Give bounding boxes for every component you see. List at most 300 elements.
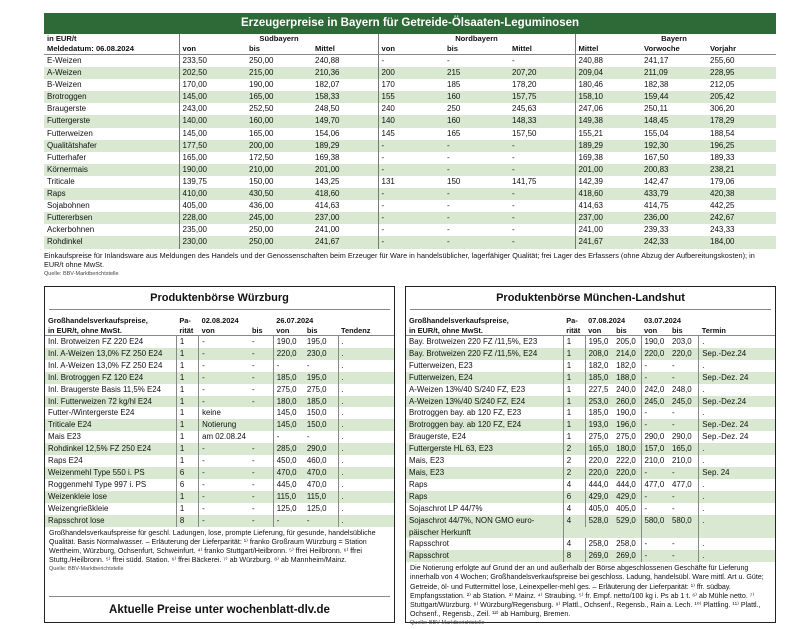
- table-cell: 155: [378, 91, 444, 103]
- table-cell: 154,06: [315, 128, 340, 138]
- table-cell: 211,09: [641, 67, 707, 79]
- table-cell: 275,0: [306, 384, 327, 394]
- table-cell: 149,38: [575, 115, 641, 127]
- table-cell: 157,75: [509, 91, 575, 103]
- table-cell: 414,63: [575, 200, 641, 212]
- table-cell: 145,00: [179, 91, 246, 103]
- table-cell: 182,0: [585, 360, 613, 372]
- table-cell: 196,25: [707, 140, 776, 152]
- table-cell: 1: [176, 336, 198, 348]
- table-cell: 4: [563, 538, 585, 550]
- table-row: [406, 348, 775, 360]
- col-header: bis: [444, 44, 509, 55]
- table-cell: 165,0: [585, 443, 613, 455]
- table-cell: 2: [563, 467, 585, 479]
- table-cell: 245,00: [246, 212, 312, 224]
- table-row: [44, 200, 776, 212]
- table-cell: 182,07: [315, 80, 340, 90]
- table-cell: -: [512, 225, 515, 235]
- table-cell: 200,83: [641, 164, 707, 176]
- erzeugerpreise-table: [44, 34, 776, 249]
- table-cell: 157,50: [512, 128, 537, 138]
- table-cell: 245,63: [512, 104, 537, 114]
- table-cell: -: [512, 152, 515, 162]
- muenchen-date1: 07.08.2024: [588, 316, 626, 325]
- table-cell: 405,00: [179, 200, 246, 212]
- table-cell: Weizenmehl Type 550 i. PS: [45, 467, 176, 479]
- table-cell: 8: [563, 550, 585, 562]
- table-row: [45, 455, 394, 467]
- table-cell: -: [251, 384, 255, 394]
- table-cell: 250,00: [246, 236, 312, 248]
- table-cell: Rohdinkel 12,5% FZ 250 E24: [45, 443, 176, 455]
- table-cell: .: [699, 503, 775, 515]
- table-cell: A-Weizen: [44, 67, 179, 79]
- table-cell: -: [199, 503, 249, 515]
- table-cell: -: [251, 456, 255, 466]
- table-cell: 436,00: [249, 201, 274, 211]
- table-cell: 477,0: [641, 479, 669, 491]
- table-cell: 1: [563, 372, 585, 384]
- table-row: [45, 515, 394, 527]
- table-cell: 180,0: [613, 443, 641, 455]
- table-cell: Rohdinkel: [44, 236, 179, 248]
- table-row: [44, 79, 776, 91]
- unit-label: in EUR/t: [47, 34, 77, 43]
- table-cell: 433,79: [641, 188, 707, 200]
- table-cell: 248,50: [315, 104, 340, 114]
- muenchen-head2: in EUR/t, ohne MwSt.: [406, 326, 563, 336]
- table-cell: -: [199, 479, 249, 491]
- table-cell: -: [509, 164, 575, 176]
- table-cell: 235,00: [179, 224, 246, 236]
- table-cell: Futterweizen: [47, 128, 93, 138]
- table-cell: 214,0: [613, 348, 641, 360]
- table-cell: [249, 431, 273, 443]
- table-cell: 200: [378, 67, 444, 79]
- table-cell: 247,06: [575, 103, 641, 115]
- table-cell: -: [199, 336, 249, 348]
- erzeugerpreise-title: Erzeugerpreise in Bayern für Getreide-Ölsaaten-Leguminosen: [44, 13, 776, 34]
- table-row: [44, 236, 776, 248]
- table-row: [406, 515, 775, 527]
- table-cell: 242,33: [641, 236, 707, 248]
- table-cell: Sep.-Dez. 24: [699, 372, 775, 384]
- table-cell: Inl. A-Weizen 13,0% FZ 250 E24: [48, 360, 163, 370]
- table-row: [44, 103, 776, 115]
- table-cell: -: [378, 212, 444, 224]
- table-row: [406, 443, 775, 455]
- table-cell: 241,00: [575, 224, 641, 236]
- muenchen-date2: 03.07.2024: [644, 316, 681, 325]
- table-cell: 145,0: [273, 407, 304, 419]
- table-cell: 1: [563, 348, 585, 360]
- table-cell: 1: [176, 503, 198, 515]
- table-cell: 143,25: [315, 176, 340, 186]
- table-cell: Sep.-Dez. 24: [699, 431, 775, 443]
- table-row: [406, 479, 775, 491]
- table-cell: 580,0: [669, 515, 699, 527]
- table-cell: 140: [378, 115, 444, 127]
- table-cell: 190,00: [249, 80, 274, 90]
- table-cell: 188,0: [613, 372, 641, 384]
- table-cell: 1: [176, 407, 198, 419]
- table-cell: .: [699, 360, 775, 372]
- table-cell: Brotroggen bay. ab 120 FZ, E24: [406, 419, 563, 431]
- table-cell: .: [338, 336, 394, 348]
- table-row: [44, 164, 776, 176]
- table-cell: 185,0: [273, 372, 304, 384]
- col-header: von: [179, 44, 246, 55]
- table-cell: 158,10: [575, 91, 641, 103]
- meldedatum: Meldedatum: 06.08.2024: [44, 44, 179, 55]
- table-cell: -: [249, 515, 273, 527]
- table-cell: 470,0: [306, 479, 327, 489]
- table-cell: Rapsschrot lose: [45, 515, 176, 527]
- table-cell: 290,0: [669, 431, 699, 443]
- table-cell: 189,29: [575, 140, 641, 152]
- table-row: [45, 372, 394, 384]
- table-cell: 179,06: [710, 176, 735, 186]
- wuerzburg-head1: Großhandelsverkaufspreise,: [48, 316, 148, 325]
- table-cell: .: [338, 467, 394, 479]
- table-cell: Sep. 24: [699, 467, 775, 479]
- table-cell: 210,00: [246, 164, 312, 176]
- muenchen-table: [406, 316, 775, 562]
- table-cell: 193,0: [585, 419, 613, 431]
- table-row: [406, 360, 775, 372]
- table-cell: 253,0: [585, 396, 613, 408]
- table-row: [406, 527, 775, 539]
- table-cell: -: [444, 140, 509, 152]
- wochenblatt-link[interactable]: Aktuelle Preise unter wochenblatt-dlv.de: [49, 596, 390, 617]
- table-cell: Mais, E23: [406, 455, 563, 467]
- table-cell: Braugerste: [47, 104, 87, 114]
- table-cell: 201,00: [575, 164, 641, 176]
- table-cell: Rapsschrot: [406, 538, 563, 550]
- table-cell: 215: [444, 67, 509, 79]
- table-cell: 1: [563, 396, 585, 408]
- table-cell: -: [641, 503, 669, 515]
- col-header: von: [199, 326, 249, 336]
- table-cell: 240: [378, 103, 444, 115]
- table-cell: Sep.-Dez.24: [699, 348, 775, 360]
- col-header: von: [641, 326, 669, 336]
- table-cell: 189,33: [710, 152, 735, 162]
- table-cell: 207,20: [509, 67, 575, 79]
- table-cell: -: [251, 479, 255, 489]
- table-cell: 141,75: [512, 176, 537, 186]
- table-cell: 139,75: [179, 176, 246, 188]
- table-cell: .: [338, 515, 394, 527]
- table-cell: 260,0: [613, 396, 641, 408]
- table-cell: 196,0: [613, 419, 641, 431]
- table-cell: Inl. Braugerste Basis 11,5% E24: [48, 384, 162, 394]
- table-row: [45, 491, 394, 503]
- col-header: bis: [304, 326, 338, 336]
- table-cell: -: [199, 455, 249, 467]
- table-cell: -: [509, 236, 575, 248]
- table-cell: Sojabohnen: [47, 201, 90, 211]
- table-cell: -: [251, 503, 255, 513]
- table-cell: -: [669, 372, 699, 384]
- table-cell: 125,0: [306, 503, 327, 513]
- table-cell: 190,0: [613, 407, 641, 419]
- table-cell: 209,04: [575, 67, 641, 79]
- table-cell: 8: [176, 515, 198, 527]
- table-cell: -: [273, 431, 304, 443]
- table-cell: 240,0: [613, 384, 641, 396]
- table-cell: 150: [447, 176, 461, 186]
- table-cell: 250,00: [249, 225, 274, 235]
- table-cell: 165,00: [179, 152, 246, 164]
- table-cell: 145,00: [179, 128, 246, 140]
- table-cell: 182,38: [644, 80, 669, 90]
- table-cell: 203,0: [669, 336, 699, 348]
- table-cell: -: [669, 503, 699, 515]
- table-cell: -: [641, 372, 669, 384]
- table-cell: Brotroggen bay. ab 120 FZ, E23: [406, 407, 563, 419]
- table-cell: Triticale E24: [45, 419, 176, 431]
- col-header: Vorwoche: [641, 44, 707, 55]
- table-cell: Mais E23: [48, 432, 81, 442]
- table-cell: 142,47: [644, 176, 669, 186]
- table-cell: 528,0: [585, 515, 613, 527]
- table-cell: B-Weizen: [47, 80, 82, 90]
- table-cell: .: [338, 348, 394, 360]
- table-cell: -: [447, 56, 450, 65]
- table-cell: 155,21: [575, 128, 641, 140]
- table-cell: -: [199, 372, 249, 384]
- muenchen-source: Quelle: BBV-Marktberichtstelle: [410, 620, 485, 627]
- table-cell: 201,00: [312, 164, 378, 176]
- table-cell: 220,0: [273, 348, 304, 360]
- col-header: bis: [246, 44, 312, 55]
- table-cell: 157,0: [641, 443, 669, 455]
- table-cell: 202,50: [179, 67, 246, 79]
- table-cell: keine: [199, 407, 249, 419]
- table-cell: -: [199, 443, 249, 455]
- table-cell: 220,0: [669, 348, 699, 360]
- table-cell: 169,38: [575, 152, 641, 164]
- table-cell: 2: [563, 455, 585, 467]
- col-header: von: [585, 326, 613, 336]
- table-cell: 169,38: [315, 152, 340, 162]
- table-cell: 149,70: [312, 115, 378, 127]
- table-cell: 245,0: [641, 396, 669, 408]
- table-cell: -: [251, 360, 255, 370]
- table-cell: 6: [563, 491, 585, 503]
- wuerzburg-date1: 02.08.2024: [201, 316, 239, 325]
- table-cell: 275,0: [273, 384, 304, 396]
- table-cell: 243,00: [179, 103, 246, 115]
- table-cell: 241,17: [644, 56, 669, 65]
- table-cell: 178,20: [512, 80, 537, 90]
- table-cell: 190,0: [273, 336, 304, 348]
- table-cell: -: [273, 360, 304, 372]
- table-cell: 195,0: [304, 372, 338, 384]
- group-bayern: Bayern: [661, 34, 687, 43]
- col-header: rität: [176, 326, 198, 336]
- table-cell: 450,0: [273, 455, 304, 467]
- table-cell: -: [447, 201, 450, 211]
- table-cell: 240,88: [315, 56, 340, 65]
- table-row: [45, 419, 394, 431]
- table-cell: -: [304, 515, 338, 527]
- table-cell: 445,0: [273, 479, 304, 491]
- table-cell: 1: [176, 431, 198, 443]
- table-cell: 222,0: [613, 455, 641, 467]
- table-cell: 442,25: [710, 201, 735, 211]
- table-cell: 269,0: [613, 550, 641, 562]
- table-cell: .: [338, 455, 394, 467]
- table-cell: Raps E24: [48, 456, 83, 466]
- table-cell: Futterweizen, E23: [406, 360, 563, 372]
- table-cell: 429,0: [585, 491, 613, 503]
- table-cell: 444,0: [585, 479, 613, 491]
- table-cell: 210,0: [641, 455, 669, 467]
- table-cell: 160,00: [246, 115, 312, 127]
- table-row: [406, 503, 775, 515]
- table-cell: 190,0: [641, 336, 669, 348]
- table-row: [406, 455, 775, 467]
- table-cell: 131: [378, 176, 444, 188]
- table-row: [45, 384, 394, 396]
- table-cell: -: [641, 491, 669, 503]
- table-cell: -: [199, 491, 249, 503]
- table-row: [406, 491, 775, 503]
- table-cell: Triticale: [47, 176, 75, 186]
- table-cell: -: [378, 200, 444, 212]
- table-cell: -: [378, 152, 444, 164]
- table-cell: 2: [563, 443, 585, 455]
- table-row: [45, 431, 394, 443]
- table-cell: 185: [447, 80, 461, 90]
- col-header: Tendenz: [338, 326, 394, 336]
- table-cell: -: [249, 396, 273, 408]
- erzeugerpreise-section: [44, 13, 776, 277]
- table-row: [44, 176, 776, 188]
- table-cell: 115,0: [273, 491, 304, 503]
- table-cell: -: [199, 384, 249, 396]
- table-cell: 1: [563, 419, 585, 431]
- table-cell: 4: [563, 479, 585, 491]
- table-cell: 230,00: [179, 236, 246, 248]
- table-cell: 115,0: [304, 491, 338, 503]
- table-cell: 290,0: [304, 443, 338, 455]
- table-cell: E-Weizen: [47, 56, 82, 65]
- table-cell: 200,00: [246, 140, 312, 152]
- table-cell: .: [699, 384, 775, 396]
- table-cell: -: [306, 432, 310, 442]
- table-row: [406, 372, 775, 384]
- table-cell: Weizengrießkleie: [48, 503, 109, 513]
- table-row: [45, 396, 394, 408]
- table-cell: 275,0: [585, 431, 613, 443]
- table-cell: 1: [563, 336, 585, 348]
- table-cell: Sojaschrot 44/7%, NON GMO euro-: [406, 515, 563, 527]
- table-cell: 240,88: [575, 55, 641, 68]
- table-cell: Brotroggen: [44, 91, 179, 103]
- table-cell: Rapsschrot: [406, 550, 563, 562]
- table-cell: 580,0: [641, 515, 669, 527]
- table-cell: 405,0: [613, 503, 641, 515]
- table-row: [45, 407, 394, 419]
- col-header: von: [378, 44, 444, 55]
- table-cell: 248,0: [669, 384, 699, 396]
- table-cell: Inl. Brotweizen FZ 220 E24: [48, 337, 144, 346]
- table-cell: 178,29: [707, 115, 776, 127]
- table-cell: Futterhafer: [47, 152, 87, 162]
- table-cell: .: [699, 336, 775, 348]
- table-cell: 243,33: [710, 225, 735, 235]
- table-cell: -: [447, 152, 450, 162]
- table-cell: -: [669, 419, 699, 431]
- wuerzburg-box: [44, 286, 395, 623]
- table-cell: 1: [563, 360, 585, 372]
- table-cell: A-Weizen 13%/40 S/240 FZ, E24: [406, 396, 563, 408]
- table-cell: -: [512, 56, 515, 65]
- table-cell: 242,67: [707, 212, 776, 224]
- table-cell: 418,60: [312, 188, 378, 200]
- table-cell: 250,00: [249, 56, 274, 65]
- table-cell: Sojaschrot LP 44/7%: [406, 503, 563, 515]
- table-cell: 4: [563, 503, 585, 515]
- table-cell: -: [641, 538, 669, 550]
- table-cell: 160: [444, 91, 509, 103]
- table-cell: -: [378, 236, 444, 248]
- table-cell: 185,0: [585, 372, 613, 384]
- table-cell: 470,0: [304, 467, 338, 479]
- table-cell: -: [641, 419, 669, 431]
- erzeugerpreise-note: Einkaufspreise für Inlandsware aus Meldungen des Handels und der Genossenschaften beim Erzeuger für Ware in handelsüblicher, lagerfähiger Qualität; frei Lager des Erfassers (ohne Abzug der Aufbereitungskosten); in EUR/t ohne MwSt.: [44, 250, 755, 269]
- table-cell: 418,60: [575, 188, 641, 200]
- table-cell: 6: [176, 467, 198, 479]
- table-cell: -: [199, 515, 249, 527]
- table-cell: 165,0: [669, 443, 699, 455]
- table-cell: 241,67: [312, 236, 378, 248]
- col-header: Mittel: [312, 44, 378, 55]
- table-row: [45, 336, 394, 348]
- erzeugerpreise-source: Quelle: BBV-Marktberichtstelle: [44, 270, 119, 277]
- table-cell: .: [338, 479, 394, 491]
- table-row: [45, 467, 394, 479]
- table-cell: 165,00: [246, 91, 312, 103]
- table-cell: -: [509, 212, 575, 224]
- table-cell: Futtergerste HL 63, E23: [406, 443, 563, 455]
- table-cell: -: [249, 443, 273, 455]
- table-cell: 1: [176, 455, 198, 467]
- table-cell: Futtergerste: [44, 115, 179, 127]
- table-cell: Bay. Brotweizen 220 FZ /11,5%, E23: [406, 336, 563, 348]
- table-row: [44, 55, 776, 68]
- table-row: [45, 360, 394, 372]
- table-cell: -: [444, 188, 509, 200]
- table-row: [44, 128, 776, 140]
- table-cell: 188,54: [710, 128, 735, 138]
- table-cell: 142,39: [575, 176, 641, 188]
- table-cell: 258,0: [613, 538, 641, 550]
- table-cell: 228,00: [179, 212, 246, 224]
- table-cell: 252,50: [249, 104, 274, 114]
- table-cell: .: [699, 538, 775, 550]
- table-cell: 460,0: [306, 456, 327, 466]
- col-header: bis: [613, 326, 641, 336]
- col-header: Pa-: [179, 316, 191, 325]
- table-cell: Mais, E23: [406, 467, 563, 479]
- table-cell: -: [512, 201, 515, 211]
- table-cell: 255,60: [710, 56, 735, 65]
